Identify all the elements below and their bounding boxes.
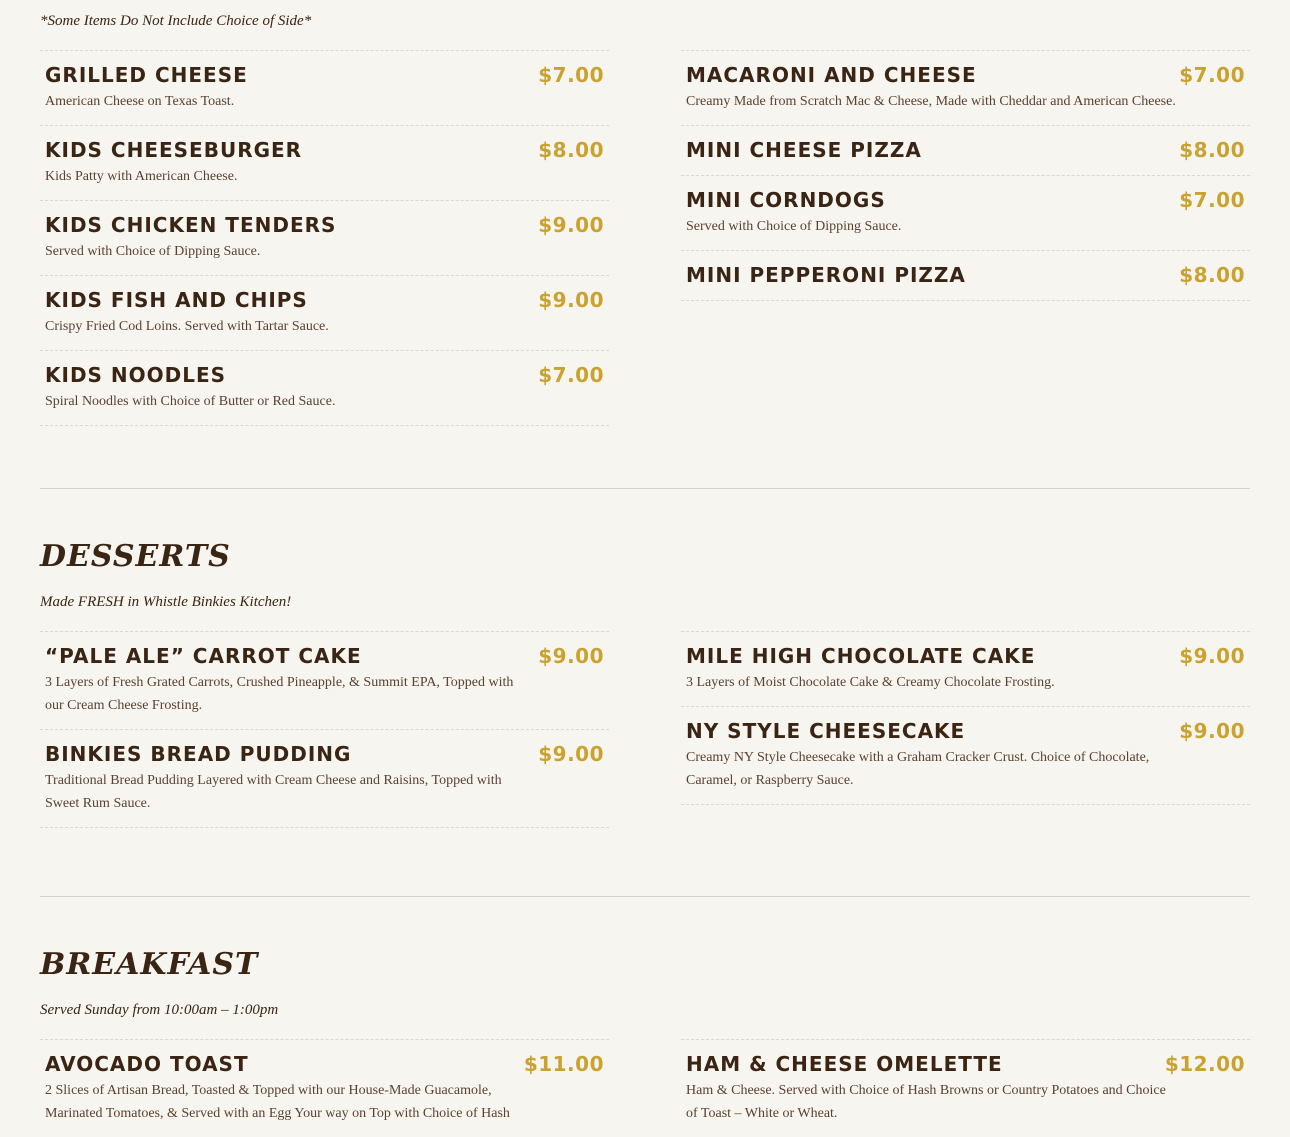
menu-item-kids-cheeseburger [40, 125, 609, 200]
desserts-right-column [681, 631, 1250, 805]
menu-item-description: 3 Layers of Moist Chocolate Cake & Creamy Chocolate Frosting. [686, 675, 1055, 690]
menu-item-ham-cheese-omelette [681, 1039, 1250, 1137]
section-divider [40, 488, 1250, 489]
menu-item-price: $9.00 [538, 288, 604, 312]
menu-item-description: Spiral Noodles with Choice of Butter or Red Sauce. [45, 394, 336, 409]
section-divider [40, 896, 1250, 897]
desserts-title: DESSERTS [40, 539, 231, 574]
menu-item-description: American Cheese on Texas Toast. [45, 94, 235, 109]
menu-item-description: Traditional Bread Pudding Layered with Cream Cheese and Raisins, Topped with Sweet Rum Sauce. [45, 773, 502, 811]
menu-item-price: $9.00 [538, 742, 604, 766]
menu-item-name: KIDS FISH AND CHIPS [45, 288, 308, 312]
menu-item-name: MACARONI AND CHEESE [686, 63, 977, 87]
menu-item-price: $7.00 [1179, 188, 1245, 212]
menu-item-price: $12.00 [1164, 1052, 1245, 1076]
kids-side-note: *Some Items Do Not Include Choice of Side* [40, 13, 312, 29]
menu-item-description: Ham & Cheese. Served with Choice of Hash Browns or Country Potatoes and Choice of Toast – White or Wheat. [686, 1083, 1166, 1121]
menu-item-price: $7.00 [538, 363, 604, 387]
kids-menu-left-column [40, 50, 609, 426]
menu-item-kids-chicken-tenders [40, 200, 609, 275]
menu-item-name: “PALE ALE” CARROT CAKE [45, 644, 362, 668]
menu-item-ny-style-cheesecake [681, 706, 1250, 805]
menu-item-description: Creamy NY Style Cheesecake with a Graham Cracker Crust. Choice of Chocolate, Caramel, or Raspberry Sauce. [686, 750, 1150, 788]
menu-item-description: Creamy Made from Scratch Mac & Cheese, Made with Cheddar and American Cheese. [686, 94, 1176, 109]
menu-item-grilled-cheese [40, 50, 609, 125]
menu-item-price: $9.00 [1179, 644, 1245, 668]
menu-item-macaroni-and-cheese [681, 50, 1250, 125]
menu-item-name: NY STYLE CHEESECAKE [686, 719, 966, 743]
menu-item-name: BINKIES BREAD PUDDING [45, 742, 352, 766]
menu-item-description: Kids Patty with American Cheese. [45, 169, 238, 184]
menu-item-name: KIDS NOODLES [45, 363, 227, 387]
kids-menu-right-column [681, 50, 1250, 301]
desserts-left-column [40, 631, 609, 828]
menu-item-name: HAM & CHEESE OMELETTE [686, 1052, 1003, 1076]
menu-item-price: $9.00 [1179, 719, 1245, 743]
breakfast-left-column [40, 1039, 609, 1137]
menu-item-avocado-toast [40, 1039, 609, 1137]
menu-item-description: 2 Slices of Artisan Bread, Toasted & Topped with our House-Made Guacamole, Marinated Tomatoes, & Served with an Egg Your way on Top with Choice of Hash [45, 1083, 510, 1121]
breakfast-title: BREAKFAST [40, 947, 259, 982]
menu-item-mini-corndogs [681, 175, 1250, 250]
menu-item-kids-noodles [40, 350, 609, 426]
breakfast-note: Served Sunday from 10:00am – 1:00pm [40, 1002, 279, 1018]
menu-item-price: $11.00 [523, 1052, 604, 1076]
menu-item-description: Served with Choice of Dipping Sauce. [45, 244, 261, 259]
menu-item-description: Crispy Fried Cod Loins. Served with Tartar Sauce. [45, 319, 329, 334]
menu-item-description: 3 Layers of Fresh Grated Carrots, Crushed Pineapple, & Summit EPA, Topped with our Cream Cheese Frosting. [45, 675, 514, 713]
menu-item-price: $9.00 [538, 644, 604, 668]
menu-item-mile-high-chocolate-cake [681, 631, 1250, 706]
menu-item-name: MILE HIGH CHOCOLATE CAKE [686, 644, 1036, 668]
menu-item-price: $8.00 [1179, 138, 1245, 162]
menu-item-name: KIDS CHEESEBURGER [45, 138, 303, 162]
menu-item-price: $7.00 [1179, 63, 1245, 87]
menu-item-name: AVOCADO TOAST [45, 1052, 249, 1076]
menu-item-mini-pepperoni-pizza [681, 250, 1250, 301]
menu-item-binkies-bread-pudding [40, 729, 609, 828]
menu-item-price: $8.00 [538, 138, 604, 162]
menu-item-price: $9.00 [538, 213, 604, 237]
desserts-note: Made FRESH in Whistle Binkies Kitchen! [40, 594, 292, 610]
menu-item-name: KIDS CHICKEN TENDERS [45, 213, 337, 237]
menu-item-price: $7.00 [538, 63, 604, 87]
menu-item-description: Served with Choice of Dipping Sauce. [686, 219, 902, 234]
menu-item-price: $8.00 [1179, 263, 1245, 287]
menu-item-name: MINI CORNDOGS [686, 188, 886, 212]
menu-item-mini-cheese-pizza [681, 125, 1250, 175]
menu-item-name: MINI PEPPERONI PIZZA [686, 263, 966, 287]
breakfast-right-column [681, 1039, 1250, 1137]
menu-item-name: GRILLED CHEESE [45, 63, 248, 87]
menu-item-name: MINI CHEESE PIZZA [686, 138, 922, 162]
menu-item-pale-ale-carrot-cake [40, 631, 609, 729]
menu-item-kids-fish-and-chips [40, 275, 609, 350]
